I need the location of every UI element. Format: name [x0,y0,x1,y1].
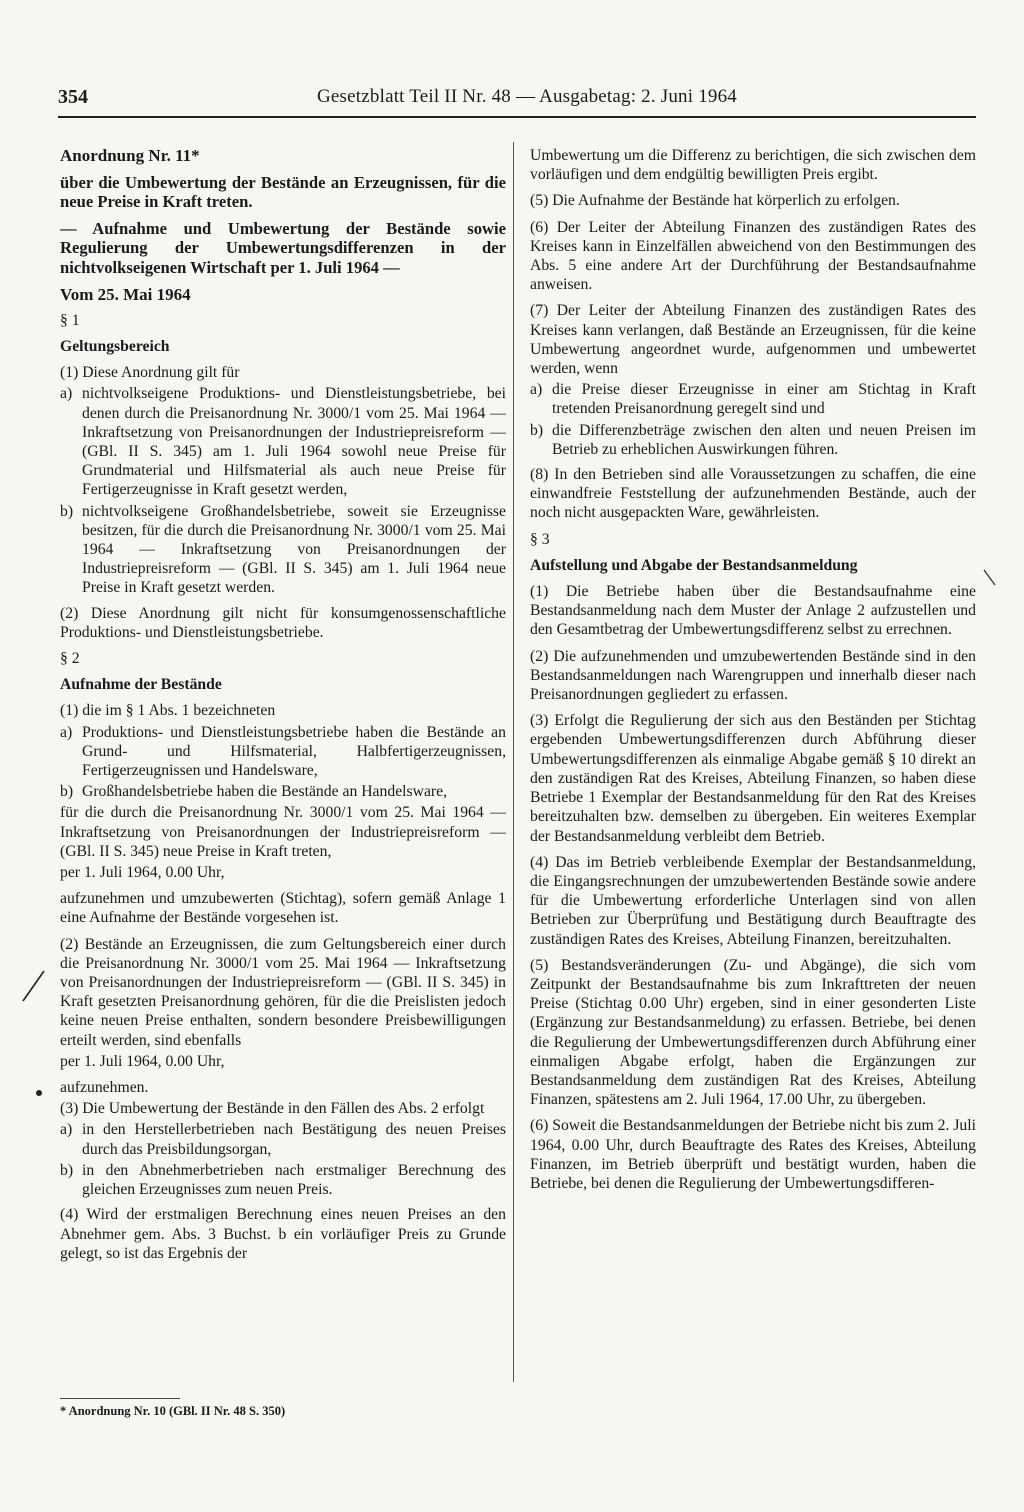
list-item: a) die Preise dieser Erzeugnisse in einer am Stichtag in Kraft tretenden Preisanordnung geregelt sind und [530,381,976,418]
section-3-para-3: (3) Erfolgt die Regulierung der sich aus den Beständen per Stichtag ergebenden Umbewertungsdifferenzen durch Abführung dieser Umbewertungsdifferenzen als einmalige Abgabe gemäß § 10 direkt an den zuständigen Rat des Kreises, Abteilung Finanzen, so haben diese Betriebe 1 Exemplar der Bestandsanmeldung für den Rat des Kreises bereitzuhalten bzw. demselben zu übergeben. Ein weiteres Exemplar der Bestandsanmeldung verbleibt dem Betrieb. [530,712,976,845]
section-2-para-1: (1) die im § 1 Abs. 1 bezeichneten [60,702,276,720]
section-2-para-3: (3) Die Umbewertung der Bestände in den Fällen des Abs. 2 erfolgt [60,1100,485,1118]
para-4-continued: Umbewertung um die Differenz zu berichtigen, die sich zwischen dem vorläufigen und dem endgültig bewilligten Preis ergibt. [530,147,976,184]
section-3-heading: Aufstellung und Abgabe der Bestandsanmeldung [530,556,858,574]
footnote: * Anordnung Nr. 10 (GBl. II Nr. 48 S. 350) [60,1404,286,1418]
section-2-heading: Aufnahme der Bestände [60,676,222,694]
pencil-mark [18,968,48,1004]
section-2-para-2: (2) Bestände an Erzeugnissen, die zum Geltungsbereich einer durch die Preisanordnung Nr. 3000/1 vom 25. Mai 1964 — Inkraftsetzung von Preisanordnungen der Industriepreisreform — (GBl. II S. 345) in Kraft gesetzten Preisanordnung gehören, für die die Preislisten jedoch keine neuen Preise enthalten, sondern besondere Preisbewilligungen erteilt werden, sind ebenfalls [60,935,506,1049]
list-item: b) die Differenzbeträge zwischen den alten und neuen Preisen im Betrieb zu erheblichen Auswirkungen führen. [530,421,976,458]
running-header [58,86,976,118]
para-7: (7) Der Leiter der Abteilung Finanzen des zuständigen Rates des Kreises kann verlangen, daß Bestände an Erzeugnissen, für die keine Umbewertung angeordnet wurde, aufgenommen und umbewertet werden, wenn [530,302,976,378]
section-2-para-1-end: aufzunehmen und umzubewerten (Stichtag), sofern gemäß Anlage 1 eine Aufnahme der Bestände vorgesehen ist. [60,890,506,927]
section-2-date-1: per 1. Juli 1964, 0.00 Uhr, [60,864,225,882]
list-item: a) nichtvolkseigene Produktions- und Dienstleistungsbetriebe, bei denen durch die Preisanordnung Nr. 3000/1 vom 25. Mai 1964 — Inkraftsetzung von Preisanordnungen der Industriepreisreform — (GBl. II S. 345) am 1. Juli 1964 sowohl neue Preise für Grundmaterial und Hilfsmaterial als auch neue Preise für Fertigerzeugnisse in Kraft gesetzt werden, [60,385,506,499]
section-1-number: § 1 [60,311,80,329]
column-divider [513,142,514,1382]
section-3-number: § 3 [530,530,550,548]
ordinance-subtitle: über die Umbewertung der Bestände an Erzeugnissen, für die neue Preise in Kraft treten. [60,172,506,212]
section-1-heading: Geltungsbereich [60,337,170,355]
section-3-para-1: (1) Die Betriebe haben über die Bestandsaufnahme eine Bestandsanmeldung nach dem Muster der Anlage 2 aufzustellen und den Gesamtbetrag der Umbewertungsdifferenz selbst zu errechnen. [530,583,976,639]
section-3-para-2: (2) Die aufzunehmenden und umzubewertenden Bestände sind in den Bestandsanmeldungen nach Warengruppen und innerhalb dieser nach Preisanordnungen gegliedert zu erfassen. [530,647,976,704]
list-item: a) in den Herstellerbetrieben nach Bestätigung des neuen Preises durch das Preisbildungsorgan, [60,1121,506,1158]
right-column [530,146,976,1200]
para-6: (6) Der Leiter der Abteilung Finanzen des zuständigen Rates des Kreises kann in Einzelfällen abweichend von den Bestimmungen des Abs. 5 eine andere Art der Durchführung der Bestandsaufnahme anweisen. [530,218,976,294]
list-item: b) nichtvolkseigene Großhandelsbetriebe, soweit sie Erzeugnisse besitzen, für die durch die Preisanordnung Nr. 3000/1 vom 25. Mai 1964 — Inkraftsetzung von Preisanordnungen der Industriepreisreform — (GBl. II S. 345) am 1. Juli 1964 neue Preise in Kraft gesetzt werden. [60,502,506,597]
section-2-number: § 2 [60,650,80,668]
section-3-para-5: (5) Bestandsveränderungen (Zu- und Abgänge), die sich vom Zeitpunkt der Bestandsaufnahme bis zum Inkrafttreten der neuen Preise (Stichtag 0.00 Uhr) ergeben, sind in einer gesonderten Liste (Ergänzung zur Bestandsanmeldung) zu erfassen. Betriebe, bei denen die Regulierung der Umbewertungsdifferenzen durch Abführung einer einmaligen Abgabe erfolgt, haben die Ergänzungen zur Bestandsanmeldung dem zuständigen Rat des Kreises, Abteilung Finanzen, spätestens am 2. Juli 1964, 17.00 Uhr, zu übergeben. [530,956,976,1109]
list-item: b) Großhandelsbetriebe haben die Bestände an Handelsware, [60,783,448,801]
list-item: a) Produktions- und Dienstleistungsbetriebe haben die Bestände an Grund- und Hilfsmaterial, Halbfertigerzeugnissen, Fertigerzeugnissen und Handelsware, [60,723,506,780]
left-column [60,146,506,1270]
ordinance-date: Vom 25. Mai 1964 [60,284,191,304]
pencil-tick [982,568,998,588]
section-1-para-2: (2) Diese Anordnung gilt nicht für konsumgenossenschaftliche Produktions- und Dienstleistungsbetriebe. [60,604,506,641]
section-1-para-1: (1) Diese Anordnung gilt für [60,364,240,382]
ordinance-title: Anordnung Nr. 11* [60,146,200,165]
ordinance-subtitle-2: — Aufnahme und Umbewertung der Bestände sowie Regulierung der Umbewertungsdifferenzen in der nichtvolkseigenen Wirtschaft per 1. Juli 1964 — [60,218,506,277]
ink-dot [34,1088,44,1098]
section-2-date-2: per 1. Juli 1964, 0.00 Uhr, [60,1052,225,1070]
footnote-rule [60,1398,180,1399]
section-2-para-1-cont: für die durch die Preisanordnung Nr. 3000/1 vom 25. Mai 1964 — Inkraftsetzung von Preisanordnungen der Industriepreisreform — (GBl. II S. 345) neue Preise in Kraft treten, [60,804,506,860]
section-3-para-4: (4) Das im Betrieb verbleibende Exemplar der Bestandsanmeldung, die Eingangsrechnungen der umzubewertenden Bestände sowie andere für die Umbewertung erforderliche Unterlagen sind von allen Betrieben zur Überprüfung und Bestätigung durch Beauftragte des zuständigen Rates des Kreises, Abteilung Finanzen, bereitzuhalten. [530,853,976,948]
page-number: 354 [58,86,88,108]
para-5: (5) Die Aufnahme der Bestände hat körperlich zu erfolgen. [530,192,900,210]
section-3-para-6: (6) Soweit die Bestandsanmeldungen der Betriebe nicht bis zum 2. Juli 1964, 0.00 Uhr, durch Beauftragte des Rates des Kreises, Abteilung Finanzen, im Betrieb überprüft und bestätigt wurden, haben die Betriebe, bei denen die Regulierung der Umbewertungsdifferen- [530,1117,976,1192]
para-8: (8) In den Betrieben sind alle Voraussetzungen zu schaffen, die eine einwandfreie Feststellung der aufzunehmenden Bestände, auch der noch nicht ausgepackten Ware, gewährleisten. [530,466,976,522]
section-2-para-4: (4) Wird der erstmaligen Berechnung eines neuen Preises an den Abnehmer gem. Abs. 3 Buchst. b ein vorläufiger Preis zu Grunde gelegt, so ist das Ergebnis der [60,1206,506,1262]
running-title: Gesetzblatt Teil II Nr. 48 — Ausgabetag: 2. Juni 1964 [317,86,737,107]
section-2-para-2-end: aufzunehmen. [60,1079,149,1097]
list-item: b) in den Abnehmerbetrieben nach erstmaliger Berechnung des gleichen Erzeugnisses zum neuen Preis. [60,1161,506,1199]
